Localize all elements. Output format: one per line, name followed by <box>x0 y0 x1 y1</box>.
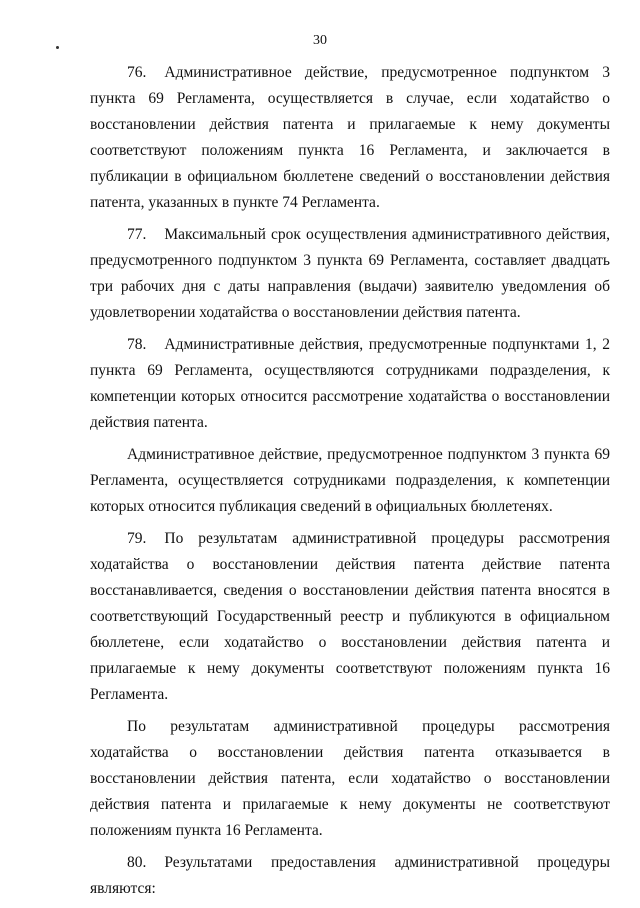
paragraph-number: 77. <box>127 226 147 243</box>
paragraph-number: 79. <box>127 530 147 547</box>
paragraph-text: Административное действие, предусмотренное подпунктом 3 пункта 69 Регламента, осуществляется в случае, если ходатайство о восстановлении действия патента и прилагаемые к нему документы соответствуют положениям пункта 16 Регламента, и заключается в публикации в официальном бюллетене сведений о восстановлении действия патента, указанных в пункте 74 Регламента. <box>90 64 610 211</box>
paragraph-78 <box>90 332 610 436</box>
paragraph-text: По результатам административной процедуры рассмотрения ходатайства о восстановлении действия патента отказывается в восстановлении действия патента, если ходатайство о восстановлении действия патента и прилагаемые к нему документы не соответствуют положениям пункта 16 Регламента. <box>90 718 610 839</box>
paragraph-number: 78. <box>127 336 147 353</box>
paragraph-79 <box>90 526 610 708</box>
paragraph-text: Административное действие, предусмотренное подпунктом 3 пункта 69 Регламента, осуществляется сотрудниками подразделения, к компетенции которых относится публикация сведений в официальных бюллетенях. <box>90 446 610 515</box>
paragraph-76 <box>90 60 610 216</box>
paragraph-text: Административные действия, предусмотренные подпунктами 1, 2 пункта 69 Регламента, осуществляются сотрудниками подразделения, к компетенции которых относится рассмотрение ходатайства о восстановлении действия патента. <box>90 336 610 431</box>
paragraph-number: 76. <box>127 64 147 81</box>
paragraph-number: 80. <box>127 854 147 871</box>
paragraph-79-continued <box>90 714 610 844</box>
paragraph-text: Максимальный срок осуществления административного действия, предусмотренного подпунктом 3 пункта 69 Регламента, составляет двадцать три рабочих дня с даты направления (выдачи) заявителю уведомления об удовлетворении ходатайства о восстановлении действия патента. <box>90 226 610 321</box>
paragraph-80 <box>90 850 610 902</box>
paragraph-text: Результатами предоставления административной процедуры являются: <box>90 854 610 897</box>
paragraph-text: По результатам административной процедуры рассмотрения ходатайства о восстановлении действия патента действие патента восстанавливается, сведения о восстановлении действия патента вносятся в соответствующий Государственный реестр и публикуются в официальном бюллетене, если ходатайство о восстановлении действия патента и прилагаемые к нему документы соответствуют положениям пункта 16 Регламента. <box>90 530 610 703</box>
paragraph-77 <box>90 222 610 326</box>
page-number: 30 <box>313 33 327 48</box>
document-body <box>90 60 610 908</box>
paragraph-78-continued <box>90 442 610 520</box>
